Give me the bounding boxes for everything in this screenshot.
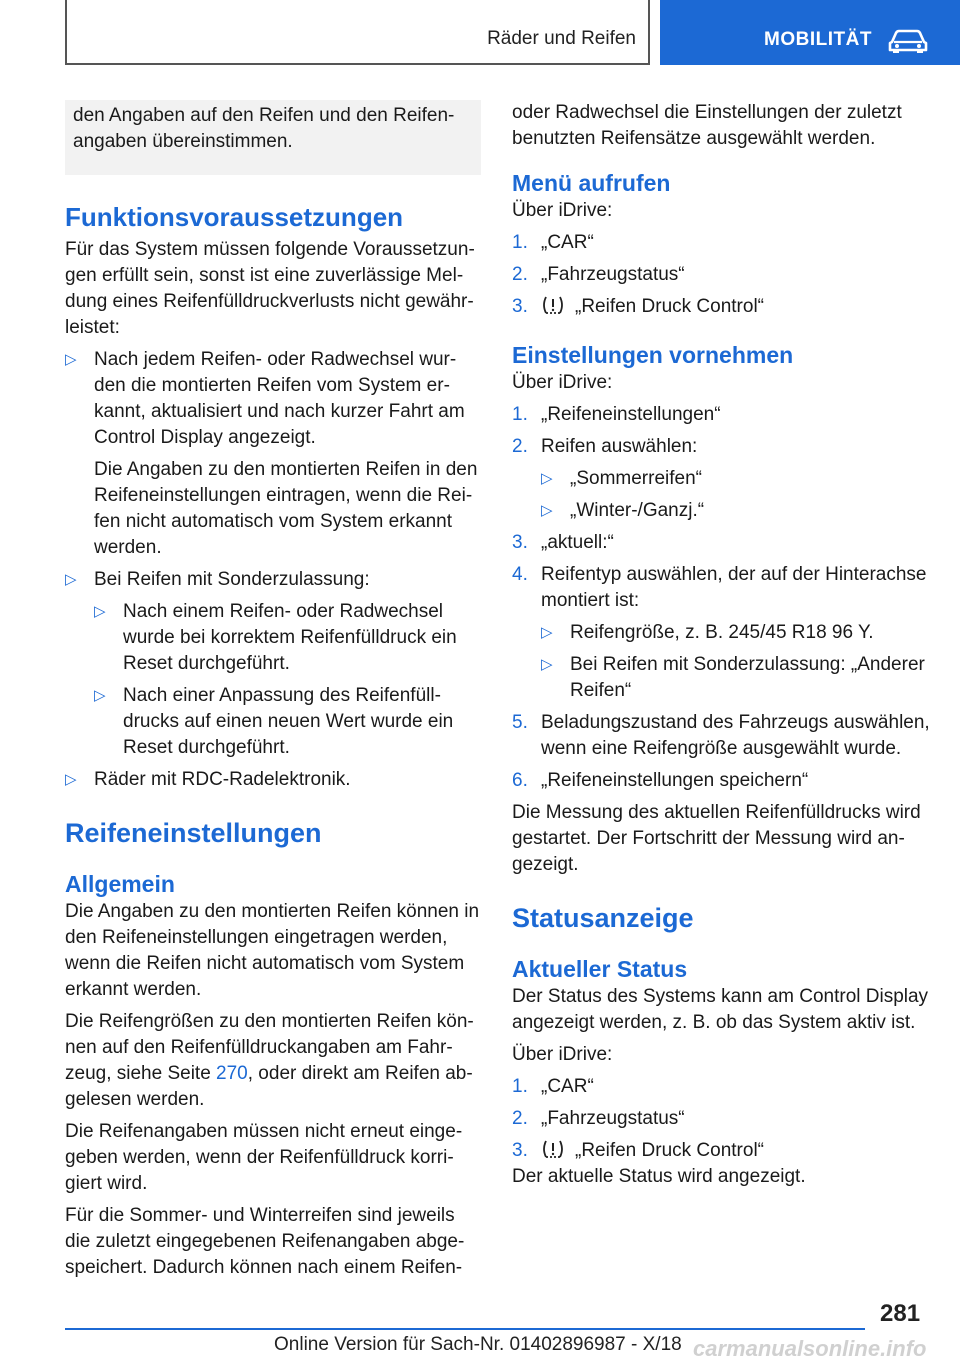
- step-item: [512, 768, 930, 794]
- left-column: [65, 100, 481, 1281]
- heading-reifeneinstellungen: Reifeneinstellungen: [65, 818, 322, 848]
- chapter-tab-label: MOBILITÄT: [764, 29, 872, 50]
- sub-list-item: ▷ „Winter-/Ganzj.“: [541, 498, 930, 524]
- list-item: ▷ Räder mit RDC-Radelektronik.: [65, 767, 481, 793]
- chapter-tab[interactable]: [660, 0, 960, 65]
- list-item-text: Bei Reifen mit Sonderzulassung:: [94, 569, 370, 590]
- sub-list: [541, 620, 930, 704]
- step-number: 2.: [512, 1108, 528, 1129]
- tire-pressure-warning-icon: [541, 1139, 565, 1159]
- menu-steps: [512, 230, 930, 320]
- watermark: carmanualsonline.info: [693, 1336, 927, 1361]
- step-text: Beladungszustand des Fahrzeugs auswählen, wenn eine Reifengröße ausgewählt wurde.: [541, 712, 930, 759]
- step-text: „Fahrzeugstatus“: [541, 264, 685, 285]
- step-number: 3.: [512, 296, 528, 317]
- step-text: „Reifeneinstellungen“: [541, 404, 721, 425]
- step-item: [512, 434, 930, 524]
- list-item: [65, 567, 481, 761]
- paragraph-allgemein-1: Die Angaben zu den montierten Reifen können in den Reifeneinstellungen eingetragen werden, wenn die Reifen nicht automatisch vom System erkannt werden.: [65, 901, 480, 1000]
- step-item: [512, 230, 930, 256]
- paragraph-messung: Die Messung des aktuellen Reifenfülldrucks wird gestartet. Der Fortschritt der Messung wird angezeigt.: [512, 802, 921, 875]
- heading-allgemein: Allgemein: [65, 871, 175, 897]
- list-item: [65, 347, 481, 561]
- paragraph-funktion: Für das System müssen folgende Voraussetzungen erfüllt sein, sonst ist eine zuverlässige Meldung eines Reifenfülldruckverlusts nicht gewährleistet:: [65, 239, 475, 338]
- heading-aktueller-status: Aktueller Status: [512, 956, 688, 982]
- step-number: 1.: [512, 232, 528, 253]
- footer-divider: [65, 1328, 865, 1330]
- header-section-box: [65, 0, 650, 65]
- idrive-label: Über iDrive:: [512, 200, 613, 221]
- car-icon: [888, 28, 928, 54]
- step-number: 2.: [512, 436, 528, 457]
- idrive-label: Über iDrive:: [512, 372, 613, 393]
- step-number: 5.: [512, 712, 528, 733]
- list-item-text: Nach jedem Reifen- oder Radwechsel wurden die montierten Reifen vom System erkannt, aktualisiert und nach kurzer Fahrt am Control Display angezeigt.: [94, 349, 465, 448]
- right-column: [512, 100, 930, 1190]
- requirements-list: [65, 347, 481, 793]
- tire-pressure-warning-icon: [541, 295, 565, 315]
- paragraph-text: , oder direkt am Reifen abgelesen werden.: [65, 1063, 473, 1110]
- step-item: [512, 262, 930, 288]
- heading-funktionsvoraussetzungen: Funktionsvoraussetzungen: [65, 202, 404, 232]
- step-text: „Fahrzeugstatus“: [541, 1108, 685, 1129]
- step-text: Reifen auswählen:: [541, 436, 698, 457]
- step-number: 4.: [512, 564, 528, 585]
- step-text: „Reifen Druck Control“: [575, 1140, 764, 1161]
- step-item: [512, 402, 930, 428]
- list-item-subtext: Die Angaben zu den montierten Reifen in den Reifeneinstellungen eintragen, wenn die Reifen nicht automatisch vom System erkannt werden.: [94, 459, 478, 558]
- status-steps: [512, 1074, 930, 1164]
- sub-list: [541, 466, 930, 524]
- step-item: [512, 710, 930, 762]
- step-item: [512, 294, 930, 320]
- sub-list-item: ▷ „Sommerreifen“: [541, 466, 930, 492]
- sub-list-item: ▷ Nach einer Anpassung des Reifenfülldrucks auf einen neuen Wert wurde ein Reset durchgeführt.: [94, 683, 481, 761]
- step-number: 3.: [512, 1140, 528, 1161]
- footer-online-version: Online Version für Sach-Nr. 01402896987 - X/18: [274, 1334, 682, 1355]
- settings-steps: [512, 402, 930, 794]
- paragraph-allgemein-4: Für die Sommer- und Winterreifen sind jeweils die zuletzt eingegebenen Reifenangaben abgespeichert. Dadurch können nach einem Reifen-: [65, 1205, 465, 1278]
- step-item: [512, 530, 930, 556]
- heading-menue-aufrufen: Menü aufrufen: [512, 170, 671, 196]
- note-text: den Angaben auf den Reifen und den Reifenangaben übereinstimmen.: [73, 105, 455, 152]
- note-box: [65, 100, 481, 175]
- step-text: „CAR“: [541, 232, 594, 253]
- heading-einstellungen-vornehmen: Einstellungen vornehmen: [512, 342, 794, 368]
- step-text: „aktuell:“: [541, 532, 614, 553]
- section-title: Räder und Reifen: [487, 28, 636, 49]
- step-item: [512, 562, 930, 704]
- sub-list: [94, 599, 481, 761]
- heading-statusanzeige: Statusanzeige: [512, 903, 694, 933]
- step-text: „CAR“: [541, 1076, 594, 1097]
- paragraph-allgemein-2: [65, 1009, 481, 1113]
- step-number: 3.: [512, 532, 528, 553]
- step-item: [512, 1138, 930, 1164]
- sub-list-item: ▷ Reifengröße, z. B. 245/45 R18 96 Y.: [541, 620, 930, 646]
- step-number: 2.: [512, 264, 528, 285]
- step-number: 1.: [512, 1076, 528, 1097]
- idrive-label: Über iDrive:: [512, 1044, 613, 1065]
- step-item: [512, 1074, 930, 1100]
- step-item: [512, 1106, 930, 1132]
- paragraph-final: Der aktuelle Status wird angezeigt.: [512, 1166, 806, 1187]
- sub-list-item: ▷ Nach einem Reifen- oder Radwechsel wurde bei korrektem Reifenfülldruck ein Reset durchgeführt.: [94, 599, 481, 677]
- paragraph-status: Der Status des Systems kann am Control Display angezeigt werden, z. B. ob das System aktiv ist.: [512, 986, 929, 1033]
- step-number: 1.: [512, 404, 528, 425]
- step-number: 6.: [512, 770, 528, 791]
- page-number: 281: [880, 1300, 921, 1327]
- paragraph-continued: oder Radwechsel die Einstellungen der zuletzt benutzten Reifensätze ausgewählt werden.: [512, 102, 902, 149]
- step-text: Reifentyp auswählen, der auf der Hinterachse montiert ist:: [541, 564, 927, 611]
- paragraph-text: Die Reifengrößen zu den montierten Reifen können auf den Reifenfülldruckangaben am Fahrzeug, siehe Seite: [65, 1011, 474, 1084]
- sub-list-item: ▷ Bei Reifen mit Sonderzulassung: „Anderer Reifen“: [541, 652, 930, 704]
- paragraph-allgemein-3: Die Reifenangaben müssen nicht erneut eingegeben werden, wenn der Reifenfülldruck korrigiert wird.: [65, 1121, 463, 1194]
- step-text: „Reifeneinstellungen speichern“: [541, 770, 809, 791]
- page-link[interactable]: 270: [216, 1063, 248, 1084]
- step-text: „Reifen Druck Control“: [575, 296, 764, 317]
